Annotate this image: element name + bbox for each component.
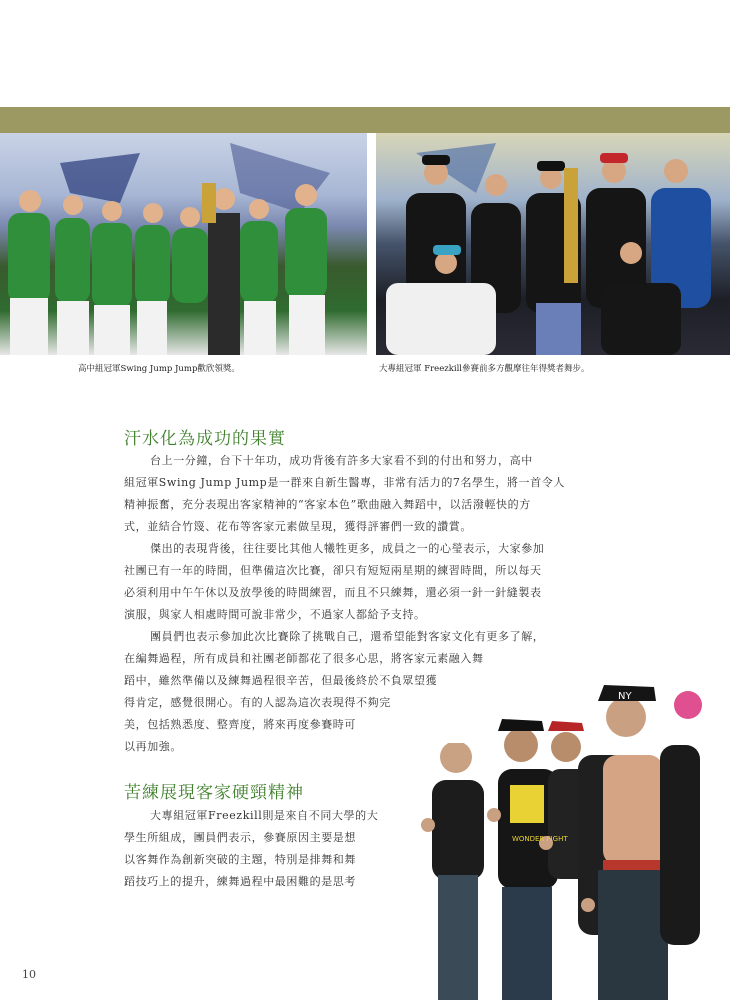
paragraph-line: 台上一分鐘，台下十年功，成功背後有許多大家看不到的付出和努力，高中: [150, 454, 533, 467]
paragraph-line: 蹈技巧上的提升，練舞過程中最困難的是思考: [124, 875, 356, 888]
photo-freezkill-dancers: [398, 665, 730, 1000]
photo-high-school-team: [0, 133, 367, 355]
paragraph-line: 團員們也表示參加此次比賽除了挑戰自己，還希望能對客家文化有更多了解，: [150, 630, 545, 643]
section-heading-1: 汗水化為成功的果實: [124, 429, 286, 449]
paragraph-line: 學生所組成，團員們表示，參賽原因主要是想: [124, 831, 356, 844]
paragraph-line: 大專組冠軍Freezkill則是來自不同大學的大: [150, 809, 379, 822]
photo-caption-left: 高中組冠軍Swing Jump Jump歡欣領獎。: [78, 364, 240, 374]
paragraph-line: 精神振奮，充分表現出客家精神的“客家本色”歌曲融入舞蹈中，以活潑輕快的方: [124, 498, 531, 511]
paragraph-line: 美，包括熟悉度、整齊度，將來再度參賽時可: [124, 718, 356, 731]
dancer-shirt-text: WONDER FIGHT: [512, 835, 568, 843]
header-band: [0, 107, 730, 133]
page-number: 10: [22, 968, 36, 981]
paragraph-line: 蹈中，雖然準備以及練舞過程很辛苦，但最後終於不負眾望獲: [124, 674, 438, 687]
paragraph-line: 傑出的表現背後，往往要比其他人犧牲更多，成員之一的心瑩表示，大家參加: [150, 542, 545, 555]
paragraph-line: 在編舞過程，所有成員和社團老師都花了很多心思，將客家元素融入舞: [124, 652, 484, 665]
paragraph-line: 組冠軍Swing Jump Jump是一群來自新生醫專，非常有活力的7名學生，將一首令人: [124, 476, 565, 489]
photo-college-team-illustration: [376, 133, 730, 355]
photo-freezkill-dancers-illustration: [398, 665, 730, 1000]
paragraph-line: 以客舞作為創新突破的主題，特別是排舞和舞: [124, 853, 356, 866]
section-heading-2: 苦練展現客家硬頸精神: [124, 783, 304, 803]
paragraph-line: 得肯定，感覺很開心。有的人認為這次表現得不夠完: [124, 696, 391, 709]
photo-college-team: [376, 133, 730, 355]
paragraph-line: 必須利用中午午休以及放學後的時間練習，而且不只練舞，還必須一針一針縫製表: [124, 586, 542, 599]
paragraph-line: 式，並結合竹篾、花布等客家元素做呈現，獲得評審們一致的讚賞。: [124, 520, 472, 533]
paragraph-line: 演服，與家人相處時間可說非常少，不過家人都給予支持。: [124, 608, 426, 621]
paragraph-line: 以再加強。: [124, 740, 182, 753]
photo-caption-right: 大專組冠軍 Freezkill參賽前多方觀摩往年得獎者舞步。: [379, 364, 590, 374]
dancer-cap-text: NY: [618, 691, 632, 702]
photo-high-school-team-illustration: [0, 133, 367, 355]
paragraph-line: 社團已有一年的時間，但準備這次比賽，卻只有短短兩星期的練習時間，所以每天: [124, 564, 542, 577]
